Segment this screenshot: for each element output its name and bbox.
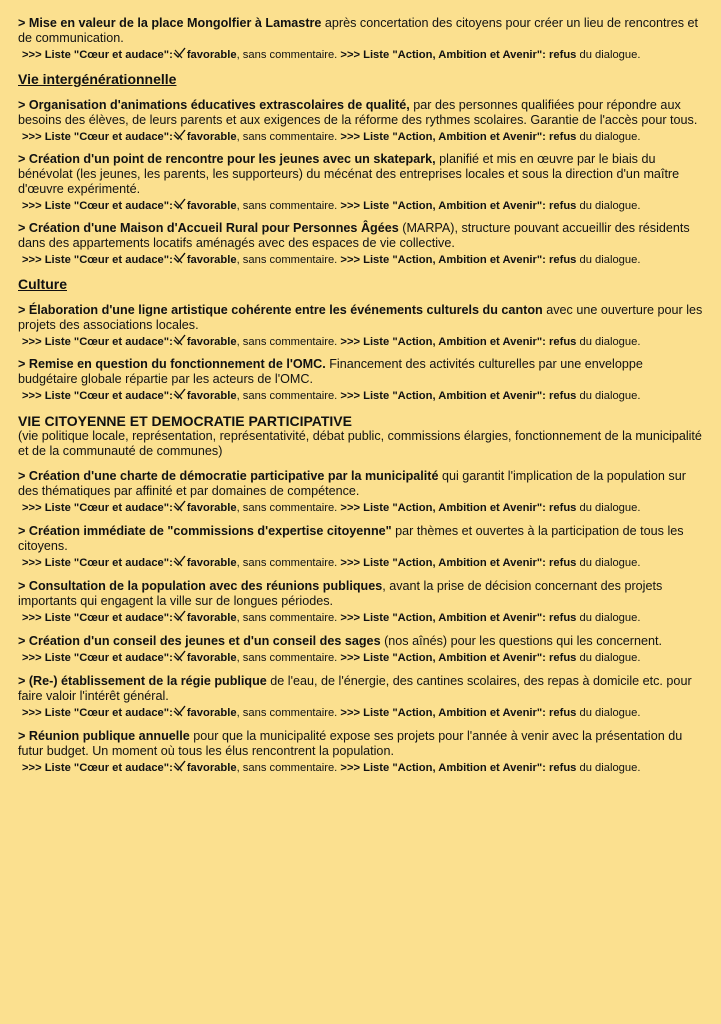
- verdict-no-comment: , sans commentaire.: [236, 254, 341, 266]
- verdict-list1: >>> Liste "Cœur et audace":: [22, 390, 173, 402]
- proposal-item: [18, 674, 703, 720]
- verdict-favorable: favorable: [186, 612, 237, 624]
- verdict-dialogue: du dialogue.: [576, 254, 641, 266]
- verdict-favorable: favorable: [186, 762, 237, 774]
- proposal-text: [18, 634, 703, 649]
- proposal-item: [18, 303, 703, 349]
- verdict-list1: >>> Liste "Cœur et audace":: [22, 200, 173, 212]
- verdict-favorable: favorable: [186, 254, 237, 266]
- verdict-dialogue: du dialogue.: [576, 200, 641, 212]
- verdict-no-comment: , sans commentaire.: [236, 200, 341, 212]
- verdict-dialogue: du dialogue.: [576, 612, 641, 624]
- verdict-list2: >>> Liste "Action, Ambition et Avenir":: [340, 612, 546, 624]
- verdict-refus: refus: [549, 707, 577, 719]
- verdict-dialogue: du dialogue.: [576, 390, 641, 402]
- proposal-title: > Élaboration d'une ligne artistique cohérente entre les événements culturels du canton: [18, 303, 543, 317]
- checkmark-icon: [173, 705, 186, 718]
- verdict-list2: >>> Liste "Action, Ambition et Avenir":: [340, 254, 546, 266]
- verdict-line: [22, 500, 703, 515]
- verdict-line: [22, 705, 703, 720]
- sections-container: [18, 71, 703, 403]
- verdict-refus: refus: [549, 200, 577, 212]
- verdict-line: [22, 252, 703, 267]
- verdict-list2: >>> Liste "Action, Ambition et Avenir":: [340, 707, 546, 719]
- proposal-description: (MARPA), structure pouvant accueillir des résidents dans des appartements locatifs aménagés avec des espaces de vie collective.: [18, 221, 690, 250]
- civic-section-subtitle: (vie politique locale, représentation, représentativité, débat public, commissions élargies, fonctionnement de la municipalité et de la communauté de communes): [18, 429, 702, 458]
- proposal-title: > Création d'une Maison d'Accueil Rural pour Personnes Âgées: [18, 221, 399, 235]
- civic-section-title: VIE CITOYENNE ET DEMOCRATIE PARTICIPATIVE: [18, 413, 352, 429]
- verdict-refus: refus: [549, 652, 577, 664]
- verdict-list2: >>> Liste "Action, Ambition et Avenir":: [340, 131, 546, 143]
- verdict-line: [22, 610, 703, 625]
- verdict-line: [22, 198, 703, 213]
- proposal-description: qui garantit l'implication de la population sur des thématiques par affinité et par domaines de compétence.: [18, 469, 686, 498]
- proposal-description: , avant la prise de décision concernant des projets importants qui engagent la ville sur de longues périodes.: [18, 579, 663, 608]
- checkmark-icon: [173, 388, 186, 401]
- proposal-title: > Organisation d'animations éducatives extrascolaires de qualité,: [18, 98, 410, 112]
- proposal-description: (nos aînés) pour les questions qui les concernent.: [380, 634, 663, 648]
- proposal-item: [18, 469, 703, 515]
- verdict-line: [22, 129, 703, 144]
- verdict-no-comment: , sans commentaire.: [236, 762, 341, 774]
- checkmark-icon: [173, 500, 186, 513]
- verdict-favorable: favorable: [186, 502, 237, 514]
- proposal-text: [18, 469, 703, 499]
- verdict-list1: >>> Liste "Cœur et audace":: [22, 652, 173, 664]
- verdict-dialogue: du dialogue.: [576, 336, 641, 348]
- verdict-no-comment: , sans commentaire.: [236, 390, 341, 402]
- verdict-favorable: favorable: [186, 390, 237, 402]
- verdict-line: [22, 334, 703, 349]
- proposal-description: planifié et mis en œuvre par le biais du bénévolat (les jeunes, les parents, les supporteurs) du mécénat des entreprises locales et sous la direction d'un maître d'œuvre expérimenté.: [18, 152, 680, 196]
- proposal-item: [18, 579, 703, 625]
- verdict-list2: >>> Liste "Action, Ambition et Avenir":: [340, 557, 546, 569]
- checkmark-icon: [173, 760, 186, 773]
- proposal-title: > Mise en valeur de la place Mongolfier à Lamastre: [18, 16, 322, 30]
- checkmark-icon: [173, 252, 186, 265]
- proposal-text: [18, 729, 703, 759]
- verdict-list1: >>> Liste "Cœur et audace":: [22, 502, 173, 514]
- checkmark-icon: [173, 129, 186, 142]
- verdict-list2: >>> Liste "Action, Ambition et Avenir":: [340, 652, 546, 664]
- section-title: Vie intergénérationnelle: [18, 71, 177, 87]
- verdict-dialogue: du dialogue.: [576, 762, 641, 774]
- verdict-refus: refus: [549, 762, 577, 774]
- verdict-dialogue: du dialogue.: [576, 131, 641, 143]
- proposal-item: [18, 357, 703, 403]
- verdict-no-comment: , sans commentaire.: [236, 131, 341, 143]
- verdict-line: [22, 555, 703, 570]
- verdict-favorable: favorable: [186, 131, 237, 143]
- verdict-dialogue: du dialogue.: [576, 652, 641, 664]
- proposal-item: [18, 634, 703, 665]
- verdict-no-comment: , sans commentaire.: [236, 502, 341, 514]
- verdict-refus: refus: [549, 612, 577, 624]
- proposal-text: [18, 579, 703, 609]
- proposal-description: de l'eau, de l'énergie, des cantines scolaires, des repas à domicile etc. pour faire valoir l'intérêt général.: [18, 674, 692, 703]
- proposal-text: [18, 303, 703, 333]
- proposal-title: > Réunion publique annuelle: [18, 729, 190, 743]
- verdict-no-comment: , sans commentaire.: [236, 652, 341, 664]
- verdict-list1: >>> Liste "Cœur et audace":: [22, 49, 173, 61]
- proposal-title: > Création d'une charte de démocratie participative par la municipalité: [18, 469, 439, 483]
- verdict-list1: >>> Liste "Cœur et audace":: [22, 707, 173, 719]
- verdict-no-comment: , sans commentaire.: [236, 336, 341, 348]
- verdict-favorable: favorable: [186, 49, 237, 61]
- proposal-text: [18, 98, 703, 128]
- verdict-list2: >>> Liste "Action, Ambition et Avenir":: [340, 390, 546, 402]
- proposal-item: [18, 98, 703, 144]
- proposal-description: par thèmes et ouvertes à la participation de tous les citoyens.: [18, 524, 684, 553]
- proposal-description: après concertation des citoyens pour créer un lieu de rencontres et de communication.: [18, 16, 699, 45]
- proposal-text: [18, 152, 703, 197]
- verdict-refus: refus: [549, 390, 577, 402]
- verdict-list1: >>> Liste "Cœur et audace":: [22, 612, 173, 624]
- proposal-text: [18, 16, 703, 46]
- verdict-list1: >>> Liste "Cœur et audace":: [22, 762, 173, 774]
- proposal-title: > Création d'un conseil des jeunes et d'un conseil des sages: [18, 634, 381, 648]
- verdict-line: [22, 47, 703, 62]
- verdict-list2: >>> Liste "Action, Ambition et Avenir":: [340, 762, 546, 774]
- verdict-favorable: favorable: [186, 200, 237, 212]
- checkmark-icon: [173, 334, 186, 347]
- proposal-intro: [18, 16, 703, 62]
- verdict-list2: >>> Liste "Action, Ambition et Avenir":: [340, 49, 546, 61]
- proposal-text: [18, 221, 703, 251]
- proposal-item: [18, 524, 703, 570]
- proposal-title: > Remise en question du fonctionnement de l'OMC.: [18, 357, 326, 371]
- checkmark-icon: [173, 47, 186, 60]
- proposal-text: [18, 674, 703, 704]
- checkmark-icon: [173, 650, 186, 663]
- proposal-item: [18, 152, 703, 213]
- section-title: Culture: [18, 276, 67, 292]
- verdict-list1: >>> Liste "Cœur et audace":: [22, 336, 173, 348]
- proposal-item: [18, 729, 703, 775]
- verdict-refus: refus: [549, 49, 577, 61]
- verdict-favorable: favorable: [186, 336, 237, 348]
- verdict-no-comment: , sans commentaire.: [236, 612, 341, 624]
- verdict-dialogue: du dialogue.: [576, 49, 641, 61]
- checkmark-icon: [173, 555, 186, 568]
- proposal-title: > (Re-) établissement de la régie publique: [18, 674, 267, 688]
- verdict-list2: >>> Liste "Action, Ambition et Avenir":: [340, 200, 546, 212]
- verdict-list1: >>> Liste "Cœur et audace":: [22, 131, 173, 143]
- verdict-line: [22, 388, 703, 403]
- verdict-refus: refus: [549, 557, 577, 569]
- proposal-title: > Création immédiate de "commissions d'expertise citoyenne": [18, 524, 392, 538]
- checkmark-icon: [173, 610, 186, 623]
- verdict-no-comment: , sans commentaire.: [236, 557, 341, 569]
- verdict-refus: refus: [549, 502, 577, 514]
- verdict-favorable: favorable: [186, 557, 237, 569]
- verdict-refus: refus: [549, 131, 577, 143]
- civic-items-container: [18, 469, 703, 775]
- verdict-favorable: favorable: [186, 652, 237, 664]
- verdict-list1: >>> Liste "Cœur et audace":: [22, 557, 173, 569]
- verdict-line: [22, 650, 703, 665]
- proposal-item: [18, 221, 703, 267]
- proposal-description: pour que la municipalité expose ses projets pour l'année à venir avec la présentation du futur budget. Un moment où tous les élus rencontrent la population.: [18, 729, 683, 758]
- verdict-refus: refus: [549, 336, 577, 348]
- verdict-dialogue: du dialogue.: [576, 707, 641, 719]
- proposal-description: avec une ouverture pour les projets des associations locales.: [18, 303, 703, 332]
- verdict-list1: >>> Liste "Cœur et audace":: [22, 254, 173, 266]
- proposal-title: > Consultation de la population avec des réunions publiques: [18, 579, 383, 593]
- proposal-description: par des personnes qualifiées pour répondre aux besoins des élèves, de leurs parents et aux exigences de la réforme des rythmes scolaires. Garantie de l'accès pour tous.: [18, 98, 698, 127]
- verdict-list2: >>> Liste "Action, Ambition et Avenir":: [340, 336, 546, 348]
- proposal-text: [18, 357, 703, 387]
- verdict-no-comment: , sans commentaire.: [236, 707, 341, 719]
- verdict-favorable: favorable: [186, 707, 237, 719]
- verdict-no-comment: , sans commentaire.: [236, 49, 341, 61]
- verdict-dialogue: du dialogue.: [576, 557, 641, 569]
- proposal-description: Financement des activités culturelles par une enveloppe budgétaire globale répartie par les acteurs de l'OMC.: [18, 357, 643, 386]
- verdict-dialogue: du dialogue.: [576, 502, 641, 514]
- verdict-refus: refus: [549, 254, 577, 266]
- proposal-title: > Création d'un point de rencontre pour les jeunes avec un skatepark,: [18, 152, 436, 166]
- verdict-list2: >>> Liste "Action, Ambition et Avenir":: [340, 502, 546, 514]
- verdict-line: [22, 760, 703, 775]
- proposal-text: [18, 524, 703, 554]
- checkmark-icon: [173, 198, 186, 211]
